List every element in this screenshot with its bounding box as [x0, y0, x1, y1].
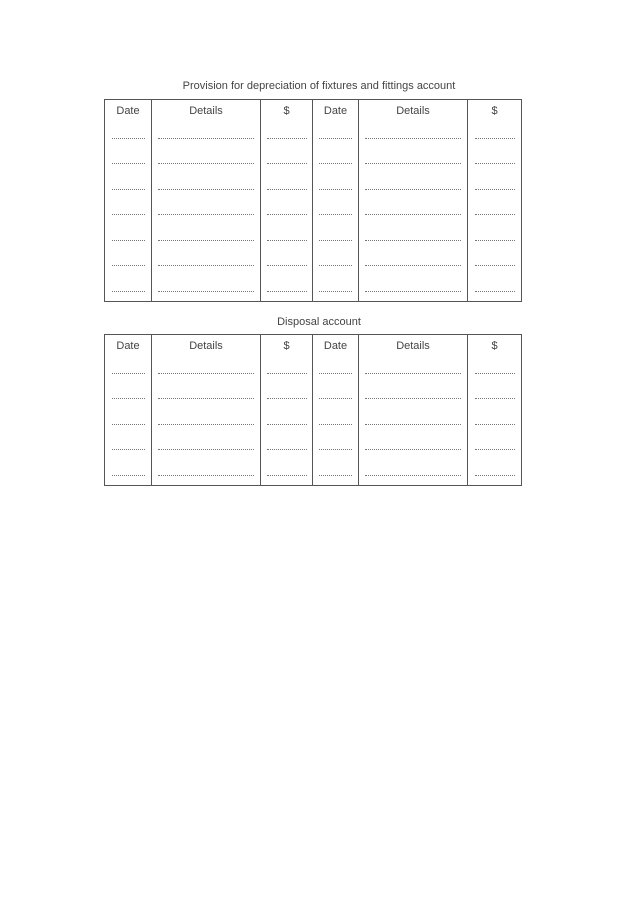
col-header-amount: $ [468, 335, 522, 358]
account-title: Disposal account [277, 316, 361, 328]
dotted-entry-line [365, 446, 461, 450]
date-cell [105, 199, 152, 225]
dotted-entry-line [475, 472, 515, 476]
details-cell [152, 357, 261, 383]
col-header-details: Details [359, 100, 468, 123]
table-row [105, 357, 522, 383]
date-cell [313, 275, 359, 301]
details-cell [359, 224, 468, 250]
dotted-entry-line [365, 421, 461, 425]
details-cell [152, 199, 261, 225]
col-header-details: Details [152, 100, 261, 123]
date-cell [313, 173, 359, 199]
dotted-entry-line [475, 446, 515, 450]
dotted-entry-line [475, 288, 515, 292]
amount-cell [468, 250, 522, 276]
date-cell [105, 434, 152, 460]
dotted-entry-line [365, 237, 461, 241]
date-cell [105, 275, 152, 301]
dotted-entry-line [112, 262, 145, 266]
details-cell [359, 357, 468, 383]
amount-cell [468, 459, 522, 485]
date-cell [313, 408, 359, 434]
dotted-entry-line [319, 135, 352, 139]
dotted-entry-line [112, 421, 145, 425]
dotted-entry-line [475, 211, 515, 215]
dotted-entry-line [319, 472, 352, 476]
dotted-entry-line [319, 421, 352, 425]
dotted-entry-line [365, 135, 461, 139]
amount-cell [261, 275, 313, 301]
dotted-entry-line [319, 237, 352, 241]
dotted-entry-line [267, 186, 307, 190]
table-row [105, 275, 522, 301]
dotted-entry-line [365, 262, 461, 266]
dotted-entry-line [319, 186, 352, 190]
dotted-entry-line [112, 186, 145, 190]
amount-cell [468, 173, 522, 199]
details-cell [152, 148, 261, 174]
dotted-entry-line [319, 160, 352, 164]
dotted-entry-line [112, 370, 145, 374]
col-header-amount: $ [261, 335, 313, 358]
dotted-entry-line [158, 421, 254, 425]
dotted-entry-line [475, 160, 515, 164]
dotted-entry-line [158, 262, 254, 266]
dotted-entry-line [158, 370, 254, 374]
dotted-entry-line [112, 211, 145, 215]
ledger-table-disposal [104, 334, 522, 486]
col-header-amount: $ [261, 100, 313, 123]
dotted-entry-line [475, 186, 515, 190]
dotted-entry-line [267, 395, 307, 399]
details-cell [152, 224, 261, 250]
date-cell [105, 122, 152, 148]
details-cell [359, 122, 468, 148]
details-cell [152, 173, 261, 199]
dotted-entry-line [319, 288, 352, 292]
date-cell [105, 383, 152, 409]
col-header-details: Details [152, 335, 261, 358]
date-cell [313, 148, 359, 174]
date-cell [105, 357, 152, 383]
amount-cell [261, 434, 313, 460]
dotted-entry-line [267, 237, 307, 241]
dotted-entry-line [267, 211, 307, 215]
details-cell [359, 408, 468, 434]
col-header-date: Date [313, 335, 359, 358]
table-row [105, 250, 522, 276]
amount-cell [261, 122, 313, 148]
date-cell [105, 408, 152, 434]
date-cell [313, 357, 359, 383]
amount-cell [261, 173, 313, 199]
table-row [105, 434, 522, 460]
dotted-entry-line [475, 370, 515, 374]
dotted-entry-line [365, 370, 461, 374]
details-cell [359, 459, 468, 485]
amount-cell [468, 199, 522, 225]
amount-cell [468, 224, 522, 250]
amount-cell [261, 199, 313, 225]
dotted-entry-line [158, 160, 254, 164]
date-cell [313, 434, 359, 460]
amount-cell [468, 148, 522, 174]
details-cell [359, 173, 468, 199]
details-cell [152, 275, 261, 301]
dotted-entry-line [319, 370, 352, 374]
details-cell [359, 199, 468, 225]
dotted-entry-line [267, 421, 307, 425]
date-cell [313, 250, 359, 276]
dotted-entry-line [112, 160, 145, 164]
dotted-entry-line [112, 395, 145, 399]
col-header-details: Details [359, 335, 468, 358]
dotted-entry-line [365, 395, 461, 399]
dotted-entry-line [267, 135, 307, 139]
dotted-entry-line [158, 395, 254, 399]
dotted-entry-line [158, 135, 254, 139]
account-title: Provision for depreciation of fixtures and fittings account [182, 80, 456, 92]
col-header-date: Date [105, 100, 152, 123]
date-cell [313, 224, 359, 250]
details-cell [152, 408, 261, 434]
amount-cell [261, 459, 313, 485]
dotted-entry-line [319, 446, 352, 450]
dotted-entry-line [267, 370, 307, 374]
details-cell [152, 250, 261, 276]
dotted-entry-line [365, 160, 461, 164]
amount-cell [468, 275, 522, 301]
dotted-entry-line [365, 211, 461, 215]
dotted-entry-line [319, 211, 352, 215]
dotted-entry-line [365, 288, 461, 292]
details-cell [359, 250, 468, 276]
date-cell [105, 459, 152, 485]
date-cell [105, 148, 152, 174]
amount-cell [261, 383, 313, 409]
dotted-entry-line [158, 211, 254, 215]
details-cell [359, 383, 468, 409]
dotted-entry-line [365, 472, 461, 476]
dotted-entry-line [158, 472, 254, 476]
date-cell [313, 383, 359, 409]
dotted-entry-line [475, 421, 515, 425]
date-cell [105, 173, 152, 199]
dotted-entry-line [267, 262, 307, 266]
date-cell [313, 459, 359, 485]
details-cell [359, 434, 468, 460]
amount-cell [468, 357, 522, 383]
amount-cell [468, 122, 522, 148]
ledger-table-provision [104, 99, 522, 302]
dotted-entry-line [267, 288, 307, 292]
dotted-entry-line [158, 237, 254, 241]
details-cell [152, 122, 261, 148]
header-row [105, 100, 522, 123]
header-row [105, 335, 522, 358]
table-row [105, 383, 522, 409]
dotted-entry-line [475, 395, 515, 399]
dotted-entry-line [112, 446, 145, 450]
dotted-entry-line [158, 186, 254, 190]
dotted-entry-line [319, 262, 352, 266]
table-row [105, 199, 522, 225]
dotted-entry-line [267, 160, 307, 164]
dotted-entry-line [112, 135, 145, 139]
date-cell [313, 199, 359, 225]
amount-cell [468, 383, 522, 409]
dotted-entry-line [158, 446, 254, 450]
dotted-entry-line [267, 472, 307, 476]
amount-cell [261, 250, 313, 276]
date-cell [105, 224, 152, 250]
table-row [105, 459, 522, 485]
dotted-entry-line [112, 472, 145, 476]
amount-cell [468, 434, 522, 460]
table-row [105, 408, 522, 434]
amount-cell [261, 357, 313, 383]
details-cell [152, 459, 261, 485]
dotted-entry-line [112, 237, 145, 241]
dotted-entry-line [158, 288, 254, 292]
dotted-entry-line [319, 395, 352, 399]
dotted-entry-line [365, 186, 461, 190]
table-row [105, 173, 522, 199]
date-cell [105, 250, 152, 276]
dotted-entry-line [475, 135, 515, 139]
dotted-entry-line [475, 237, 515, 241]
dotted-entry-line [267, 446, 307, 450]
col-header-date: Date [105, 335, 152, 358]
col-header-amount: $ [468, 100, 522, 123]
details-cell [359, 275, 468, 301]
dotted-entry-line [112, 288, 145, 292]
amount-cell [261, 148, 313, 174]
details-cell [359, 148, 468, 174]
table-row [105, 122, 522, 148]
amount-cell [468, 408, 522, 434]
details-cell [152, 383, 261, 409]
table-row [105, 224, 522, 250]
date-cell [313, 122, 359, 148]
dotted-entry-line [475, 262, 515, 266]
amount-cell [261, 224, 313, 250]
col-header-date: Date [313, 100, 359, 123]
table-row [105, 148, 522, 174]
details-cell [152, 434, 261, 460]
amount-cell [261, 408, 313, 434]
